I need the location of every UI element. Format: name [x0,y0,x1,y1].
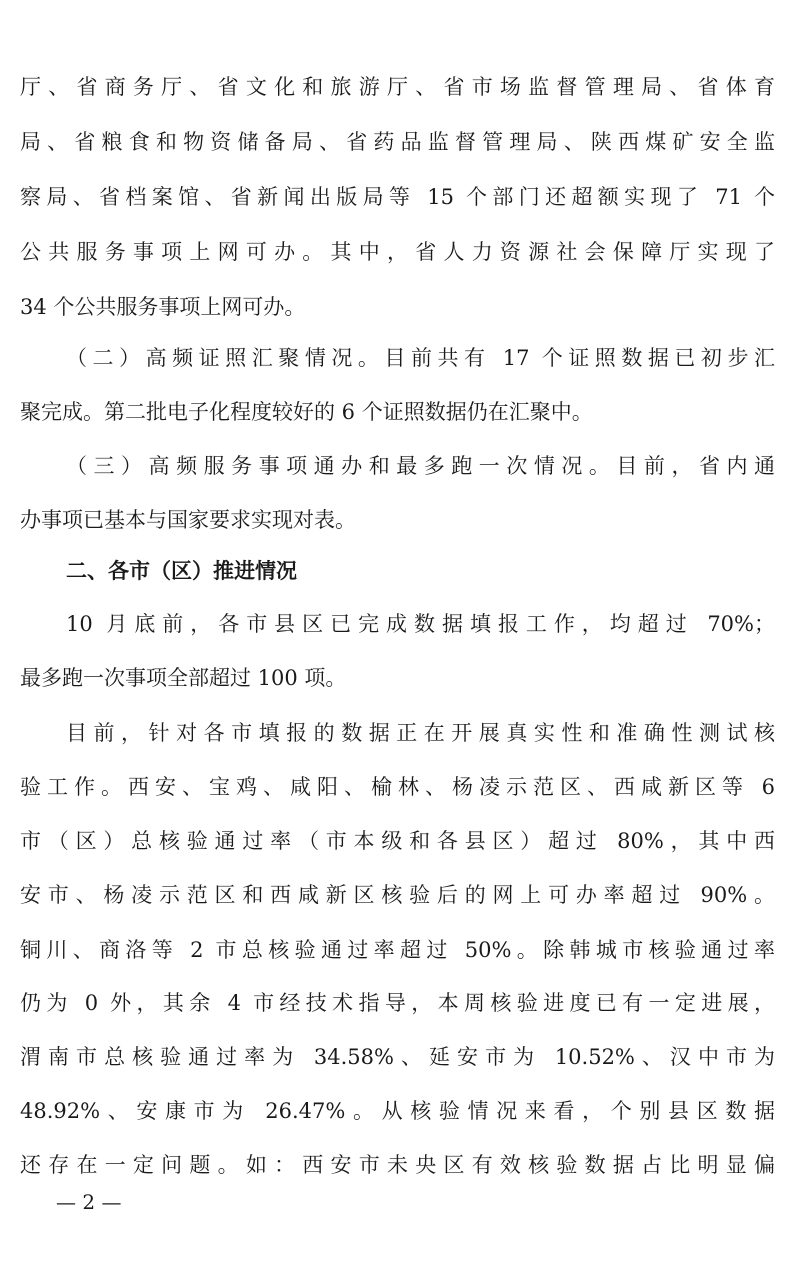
body-text-line: 仍为 0 外，其余 4 市经技术指导，本周核验进度已有一定进展， [20,991,775,1015]
body-text-line: 渭南市总核验通过率为 34.58%、延安市为 10.52%、汉中市为 [20,1045,775,1069]
body-text-line: 办事项已基本与国家要求实现对表。 [20,508,356,532]
body-text-line: 验工作。西安、宝鸡、咸阳、榆林、杨凌示范区、西咸新区等 6 [20,775,775,799]
body-text-line: 最多跑一次事项全部超过 100 项。 [20,666,347,690]
body-text-line: 34 个公共服务事项上网可办。 [20,295,306,319]
body-text-line: 目前，针对各市填报的数据正在开展真实性和准确性测试核 [66,721,775,745]
body-text-line: 铜川、商洛等 2 市总核验通过率超过 50%。除韩城市核验通过率 [20,938,775,962]
section-heading-3: （三）高频服务事项通办和最多跑一次情况。目前，省内通 [66,454,775,478]
body-text-line: 市（区）总核验通过率（市本级和各县区）超过 80%，其中西 [20,829,775,853]
body-text-line: 10 月底前，各市县区已完成数据填报工作，均超过 70%； [66,612,775,636]
body-text-line: 厅、省商务厅、省文化和旅游厅、省市场监督管理局、省体育 [20,75,775,99]
body-text-line: 还存在一定问题。如：西安市未央区有效核验数据占比明显偏 [20,1153,775,1177]
body-text-line: 公共服务事项上网可办。其中，省人力资源社会保障厅实现了 [20,240,775,264]
body-text-line: 局、省粮食和物资储备局、省药品监督管理局、陕西煤矿安全监 [20,130,775,154]
body-text-line: 安市、杨凌示范区和西咸新区核验后的网上可办率超过 90%。 [20,883,775,907]
section-heading-2: （二）高频证照汇聚情况。目前共有 17 个证照数据已初步汇 [66,346,775,370]
page-number: — 2 — [56,1190,122,1214]
chapter-heading: 二、各市（区）推进情况 [66,559,297,583]
body-text-line: 聚完成。第二批电子化程度较好的 6 个证照数据仍在汇聚中。 [20,400,593,424]
body-text-line: 察局、省档案馆、省新闻出版局等 15 个部门还超额实现了 71 个 [20,185,775,209]
body-text-line: 48.92%、安康市为 26.47%。从核验情况来看，个别县区数据 [20,1099,775,1123]
